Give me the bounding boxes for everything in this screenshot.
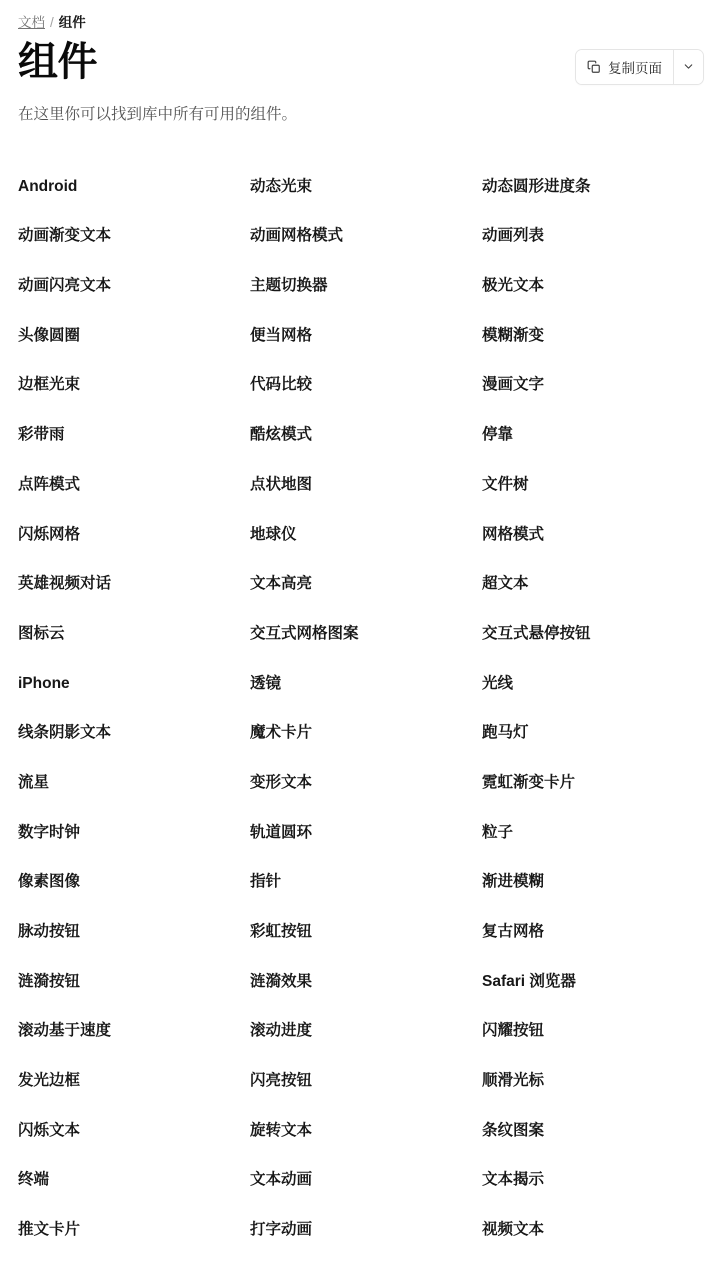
component-link[interactable]: 粒子 <box>482 823 514 841</box>
component-link[interactable]: 文件树 <box>482 475 529 493</box>
component-link[interactable]: 彩带雨 <box>18 426 65 444</box>
component-link[interactable]: 头像圆圈 <box>18 326 81 344</box>
component-link[interactable]: 交互式网格图案 <box>250 624 359 642</box>
component-link[interactable]: 打字动画 <box>250 1221 313 1239</box>
component-link[interactable]: 动画渐变文本 <box>18 227 112 245</box>
copy-icon <box>587 60 601 74</box>
breadcrumb-separator: / <box>50 15 54 30</box>
component-link[interactable]: 复古网格 <box>482 923 545 940</box>
component-link[interactable]: 动画网格模式 <box>250 227 344 245</box>
component-link[interactable]: 流星 <box>18 773 50 791</box>
component-link[interactable]: 魔术卡片 <box>250 724 313 742</box>
component-grid <box>18 162 704 1255</box>
component-link[interactable]: 终端 <box>18 1171 50 1189</box>
component-link[interactable]: 条纹图案 <box>482 1121 545 1139</box>
breadcrumb-item-docs[interactable]: 文档 <box>18 15 45 30</box>
component-link[interactable]: 停靠 <box>482 426 514 444</box>
component-link[interactable]: 线条阴影文本 <box>18 724 112 742</box>
component-link[interactable]: iPhone <box>18 674 70 692</box>
component-link[interactable]: Safari 浏览器 <box>482 972 576 990</box>
component-link[interactable]: 交互式悬停按钮 <box>482 624 591 642</box>
component-link[interactable]: 滚动进度 <box>250 1022 313 1040</box>
component-link[interactable]: 闪烁文本 <box>18 1121 81 1139</box>
copy-page-button[interactable] <box>576 50 673 84</box>
component-link[interactable]: 渐进模糊 <box>482 873 545 891</box>
component-link[interactable]: 数字时钟 <box>18 823 81 841</box>
component-link[interactable]: 彩虹按钮 <box>250 923 313 940</box>
component-link[interactable]: 主题切换器 <box>250 277 328 295</box>
component-link[interactable]: 涟漪按钮 <box>18 972 81 990</box>
component-link[interactable]: 点阵模式 <box>18 475 81 493</box>
component-link[interactable]: 发光边框 <box>18 1072 81 1090</box>
component-link[interactable]: 酷炫模式 <box>250 426 313 444</box>
component-link[interactable]: 代码比较 <box>250 376 313 394</box>
component-link[interactable]: 闪烁网格 <box>18 525 81 543</box>
component-link[interactable]: 跑马灯 <box>482 724 529 742</box>
component-link[interactable]: 变形文本 <box>250 773 313 791</box>
copy-page-label: 复制页面 <box>608 60 662 76</box>
chevron-down-icon <box>682 60 695 73</box>
component-link[interactable]: 像素图像 <box>18 873 81 891</box>
component-link[interactable]: 模糊渐变 <box>482 326 545 344</box>
component-link[interactable]: 文本高亮 <box>250 575 313 593</box>
component-link[interactable]: 透镜 <box>250 674 282 692</box>
copy-page-dropdown-toggle[interactable] <box>673 50 703 84</box>
component-link[interactable]: Android <box>18 177 78 195</box>
component-link[interactable]: 动画闪亮文本 <box>18 277 112 295</box>
component-link[interactable]: 光线 <box>482 674 514 692</box>
component-link[interactable]: 文本动画 <box>250 1171 313 1189</box>
component-link[interactable]: 轨道圆环 <box>250 823 313 841</box>
page-description: 在这里你可以找到库中所有可用的组件。 <box>18 105 298 123</box>
breadcrumb <box>18 14 704 33</box>
component-link[interactable]: 顺滑光标 <box>482 1072 545 1090</box>
component-link[interactable]: 视频文本 <box>482 1221 545 1239</box>
component-link[interactable]: 文本揭示 <box>482 1171 545 1189</box>
component-link[interactable]: 网格模式 <box>482 525 545 543</box>
component-link[interactable]: 动态圆形进度条 <box>482 177 591 195</box>
component-link[interactable]: 点状地图 <box>250 475 313 493</box>
component-link[interactable]: 滚动基于速度 <box>18 1022 112 1040</box>
component-link[interactable]: 闪亮按钮 <box>250 1072 313 1090</box>
page-title: 组件 <box>18 39 97 84</box>
copy-page-button-group <box>575 49 704 85</box>
component-link[interactable]: 霓虹渐变卡片 <box>482 773 576 791</box>
component-link[interactable]: 超文本 <box>482 575 529 593</box>
component-link[interactable]: 便当网格 <box>250 326 313 344</box>
component-link[interactable]: 闪耀按钮 <box>482 1022 545 1040</box>
component-link[interactable]: 图标云 <box>18 624 65 642</box>
component-link[interactable]: 指针 <box>250 873 282 891</box>
component-link[interactable]: 涟漪效果 <box>250 972 313 990</box>
component-link[interactable]: 极光文本 <box>482 277 545 295</box>
breadcrumb-item-current: 组件 <box>58 15 86 30</box>
component-link[interactable]: 地球仪 <box>250 525 297 543</box>
component-link[interactable]: 边框光束 <box>18 376 81 394</box>
page-header <box>18 39 704 85</box>
component-link[interactable]: 动态光束 <box>250 177 313 195</box>
component-link[interactable]: 推文卡片 <box>18 1221 81 1239</box>
component-link[interactable]: 脉动按钮 <box>18 923 81 940</box>
component-link[interactable]: 英雄视频对话 <box>18 575 112 593</box>
component-link[interactable]: 动画列表 <box>482 227 545 245</box>
component-link[interactable]: 旋转文本 <box>250 1121 313 1139</box>
component-link[interactable]: 漫画文字 <box>482 376 545 394</box>
